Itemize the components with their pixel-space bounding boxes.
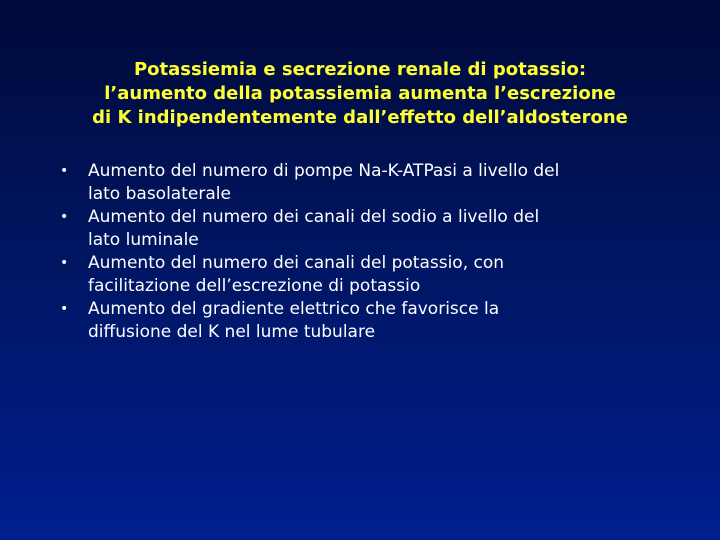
bullet-marker: • [60, 163, 69, 179]
bullet-item-gradiente-elettrico [60, 298, 680, 344]
bullet-item-pompe-na-k-atpasi [60, 160, 680, 206]
slide-title [40, 58, 680, 130]
bullet-list [60, 160, 680, 344]
bullet-text-line: lato luminale [88, 230, 199, 250]
bullet-marker: • [60, 255, 69, 271]
bullet-item-canali-sodio [60, 206, 680, 252]
bullet-text-line: lato basolaterale [88, 184, 231, 204]
bullet-marker: • [60, 209, 69, 225]
bullet-marker: • [60, 301, 69, 317]
bullet-text-line: Aumento del numero dei canali del potassio, con [88, 253, 505, 273]
bullet-text-line: Aumento del numero dei canali del sodio a livello del [88, 207, 540, 227]
bullet-text-line: diffusione del K nel lume tubulare [88, 322, 376, 342]
bullet-text-line: Aumento del gradiente elettrico che favorisce la [88, 299, 500, 319]
bullet-text-line: facilitazione dell’escrezione di potassio [88, 276, 421, 296]
bullet-item-canali-potassio [60, 252, 680, 298]
title-line-2: l’aumento della potassiemia aumenta l’escrezione [104, 83, 616, 104]
title-line-3: di K indipendentemente dall’effetto dell’aldosterone [92, 107, 628, 128]
title-line-1: Potassiemia e secrezione renale di potassio: [133, 59, 587, 80]
bullet-text-line: Aumento del numero di pompe Na-K-ATPasi a livello del [88, 161, 560, 181]
